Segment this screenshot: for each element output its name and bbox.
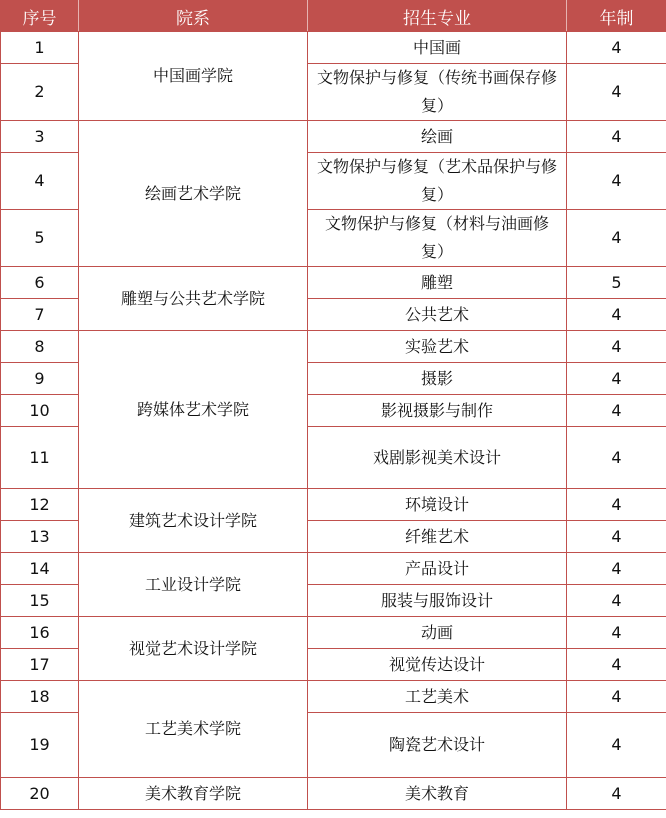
college-name: 雕塑与公共艺术学院 xyxy=(79,267,308,331)
row-number: 18 xyxy=(1,681,79,713)
program-years: 4 xyxy=(567,395,666,427)
program-years: 4 xyxy=(567,331,666,363)
row-number: 5 xyxy=(1,210,79,267)
program-years: 4 xyxy=(567,778,666,810)
program-years: 4 xyxy=(567,363,666,395)
row-number: 8 xyxy=(1,331,79,363)
major-name: 实验艺术 xyxy=(308,331,567,363)
major-name: 摄影 xyxy=(308,363,567,395)
table-row xyxy=(1,681,666,713)
program-years: 4 xyxy=(567,153,666,210)
row-number: 11 xyxy=(1,427,79,489)
program-years: 4 xyxy=(567,299,666,331)
header-row xyxy=(1,1,666,32)
program-years: 4 xyxy=(567,713,666,778)
program-years: 4 xyxy=(567,210,666,267)
row-number: 16 xyxy=(1,617,79,649)
row-number: 15 xyxy=(1,585,79,617)
college-name: 工业设计学院 xyxy=(79,553,308,617)
major-name: 纤维艺术 xyxy=(308,521,567,553)
major-name: 环境设计 xyxy=(308,489,567,521)
header-college: 院系 xyxy=(79,1,308,32)
row-number: 17 xyxy=(1,649,79,681)
college-name: 工艺美术学院 xyxy=(79,681,308,778)
major-name: 绘画 xyxy=(308,121,567,153)
program-years: 4 xyxy=(567,617,666,649)
row-number: 12 xyxy=(1,489,79,521)
college-name: 建筑艺术设计学院 xyxy=(79,489,308,553)
major-name: 戏剧影视美术设计 xyxy=(308,427,567,489)
program-years: 4 xyxy=(567,121,666,153)
row-number: 14 xyxy=(1,553,79,585)
college-name: 视觉艺术设计学院 xyxy=(79,617,308,681)
college-name: 绘画艺术学院 xyxy=(79,121,308,267)
row-number: 20 xyxy=(1,778,79,810)
major-name: 文物保护与修复（材料与油画修复） xyxy=(308,210,567,267)
program-years: 4 xyxy=(567,649,666,681)
program-years: 4 xyxy=(567,585,666,617)
college-name: 中国画学院 xyxy=(79,32,308,121)
major-name: 服装与服饰设计 xyxy=(308,585,567,617)
program-years: 5 xyxy=(567,267,666,299)
table-row xyxy=(1,617,666,649)
major-name: 雕塑 xyxy=(308,267,567,299)
table-row xyxy=(1,267,666,299)
program-years: 4 xyxy=(567,32,666,64)
row-number: 4 xyxy=(1,153,79,210)
row-number: 7 xyxy=(1,299,79,331)
row-number: 13 xyxy=(1,521,79,553)
row-number: 6 xyxy=(1,267,79,299)
row-number: 3 xyxy=(1,121,79,153)
row-number: 10 xyxy=(1,395,79,427)
table-row xyxy=(1,489,666,521)
major-name: 中国画 xyxy=(308,32,567,64)
table-row xyxy=(1,32,666,64)
table-row xyxy=(1,331,666,363)
program-years: 4 xyxy=(567,521,666,553)
header-no: 序号 xyxy=(1,1,79,32)
major-name: 文物保护与修复（传统书画保存修复） xyxy=(308,64,567,121)
major-name: 陶瓷艺术设计 xyxy=(308,713,567,778)
table-row xyxy=(1,121,666,153)
program-years: 4 xyxy=(567,427,666,489)
program-years: 4 xyxy=(567,64,666,121)
major-name: 公共艺术 xyxy=(308,299,567,331)
major-name: 动画 xyxy=(308,617,567,649)
major-name: 文物保护与修复（艺术品保护与修复） xyxy=(308,153,567,210)
major-name: 工艺美术 xyxy=(308,681,567,713)
program-years: 4 xyxy=(567,681,666,713)
program-years: 4 xyxy=(567,553,666,585)
table-row xyxy=(1,553,666,585)
major-name: 产品设计 xyxy=(308,553,567,585)
table-body xyxy=(1,32,666,810)
row-number: 2 xyxy=(1,64,79,121)
major-name: 视觉传达设计 xyxy=(308,649,567,681)
row-number: 9 xyxy=(1,363,79,395)
row-number: 1 xyxy=(1,32,79,64)
major-name: 美术教育 xyxy=(308,778,567,810)
table-row xyxy=(1,778,666,810)
college-name: 美术教育学院 xyxy=(79,778,308,810)
header-years: 年制 xyxy=(567,1,666,32)
college-name: 跨媒体艺术学院 xyxy=(79,331,308,489)
header-major: 招生专业 xyxy=(308,1,567,32)
program-years: 4 xyxy=(567,489,666,521)
major-name: 影视摄影与制作 xyxy=(308,395,567,427)
row-number: 19 xyxy=(1,713,79,778)
